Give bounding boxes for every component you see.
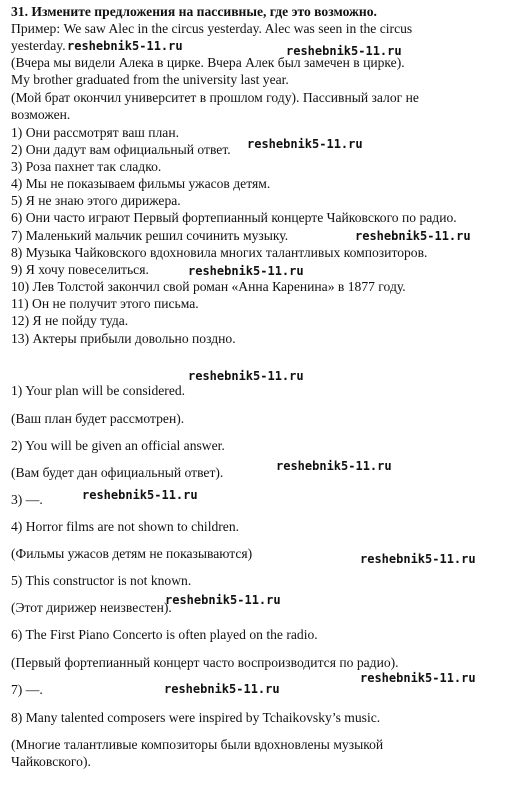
task-item: 4) Мы не показываем фильмы ужасов детям. <box>11 176 271 191</box>
answer-translation: Чайковского). <box>11 754 91 769</box>
task-item: 13) Актеры прибыли довольно поздно. <box>11 331 236 346</box>
watermark: reshebnik5-11.ru <box>360 671 476 685</box>
task-item: 6) Они часто играют Первый фортепианный концерте Чайковского по радио. <box>11 210 457 225</box>
answer-line: 3) —. <box>11 492 43 507</box>
task-item: 5) Я не знаю этого дирижера. <box>11 193 181 208</box>
answer-line: 8) Many talented composers were inspired by Tchaikovsky’s music. <box>11 710 381 725</box>
example-line: Пример: We saw Alec in the circus yesterday. Alec was seen in the circus <box>11 21 413 36</box>
task-item: 12) Я не пойду туда. <box>11 313 129 328</box>
task-item: 10) Лев Толстой закончил свой роман «Анна Каренина» в 1877 году. <box>11 279 406 294</box>
answer-translation: (Фильмы ужасов детям не показываются) <box>11 546 253 561</box>
example-line: возможен. <box>11 107 71 122</box>
task-item: 7) Маленький мальчик решил сочинить музыку. <box>11 228 289 243</box>
answer-line: 6) The First Piano Concerto is often played on the radio. <box>11 627 318 642</box>
watermark: reshebnik5-11.ru <box>355 229 471 243</box>
exercise-title: 31. Измените предложения на пассивные, где это возможно. <box>11 4 377 19</box>
answer-line: 2) You will be given an official answer. <box>11 438 225 453</box>
watermark: reshebnik5-11.ru <box>247 137 363 151</box>
task-item: 1) Они рассмотрят ваш план. <box>11 125 180 140</box>
watermark: reshebnik5-11.ru <box>360 552 476 566</box>
example-line: yesterday. <box>11 38 66 53</box>
task-item: 9) Я хочу повеселиться. <box>11 262 149 277</box>
watermark: reshebnik5-11.ru <box>276 459 392 473</box>
answer-translation: (Многие талантливые композиторы были вдохновлены музыкой <box>11 737 384 752</box>
answer-line: 4) Horror films are not shown to children. <box>11 519 240 534</box>
task-item: 3) Роза пахнет так сладко. <box>11 159 162 174</box>
answer-translation: (Вам будет дан официальный ответ). <box>11 465 224 480</box>
answer-line: 7) —. <box>11 682 43 697</box>
answer-line: 5) This constructor is not known. <box>11 573 192 588</box>
watermark: reshebnik5-11.ru <box>164 682 280 696</box>
task-item: 8) Музыка Чайковского вдохновила многих талантливых композиторов. <box>11 245 428 260</box>
answer-translation: (Ваш план будет рассмотрен). <box>11 411 185 426</box>
watermark: reshebnik5-11.ru <box>286 44 402 58</box>
answer-line: 1) Your plan will be considered. <box>11 383 186 398</box>
watermark: reshebnik5-11.ru <box>165 593 281 607</box>
watermark: reshebnik5-11.ru <box>188 369 304 383</box>
answer-translation: (Этот дирижер неизвестен). <box>11 600 172 615</box>
watermark: reshebnik5-11.ru <box>188 264 304 278</box>
answer-translation: (Первый фортепианный концерт часто воспроизводится по радио). <box>11 655 399 670</box>
example-line: (Мой брат окончил университет в прошлом году). Пассивный залог не <box>11 90 419 105</box>
example-line: (Вчера мы видели Алека в цирке. Вчера Алек был замечен в цирке). <box>11 55 405 70</box>
example-line: My brother graduated from the university last year. <box>11 72 289 87</box>
task-item: 11) Он не получит этого письма. <box>11 296 199 311</box>
watermark: reshebnik5-11.ru <box>82 488 198 502</box>
watermark: reshebnik5-11.ru <box>67 39 183 53</box>
task-item: 2) Они дадут вам официальный ответ. <box>11 142 231 157</box>
